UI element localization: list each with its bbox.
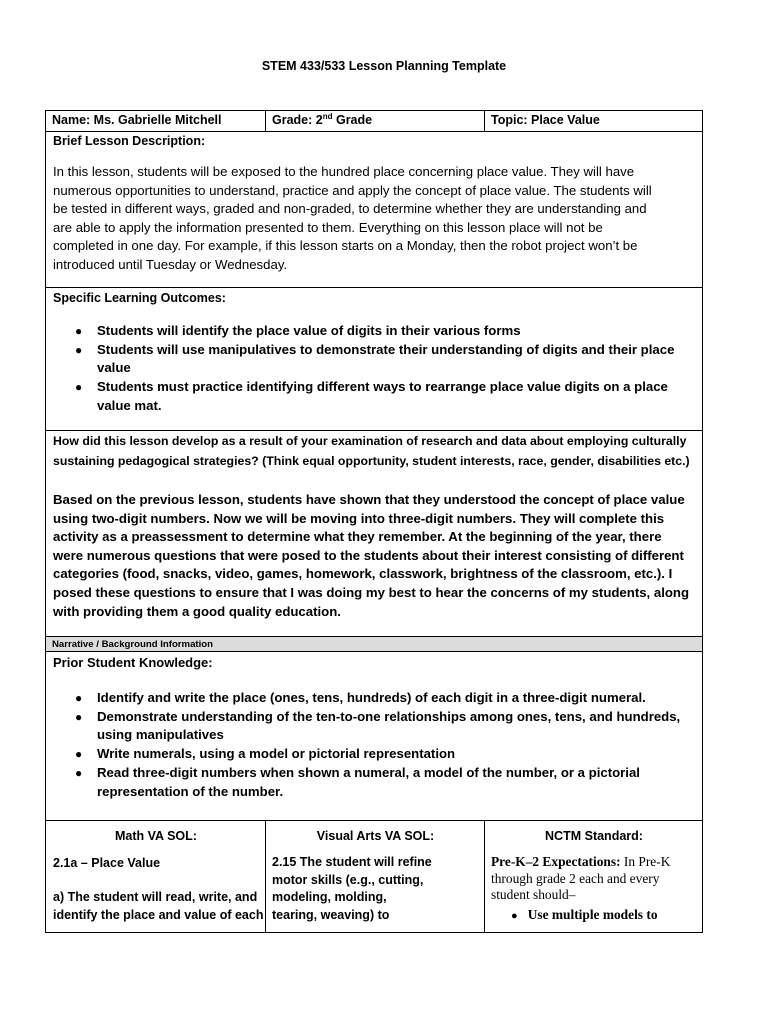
nctm-bullet: ● Use multiple models to [511,907,658,922]
lesson-topic: Topic: Place Value [491,113,600,127]
nctm-standard-column [485,821,703,934]
brief-description-label: Brief Lesson Description: [53,134,206,148]
research-answer: Based on the previous lesson, students have shown that they understood the concept of place value using two-digit numbers. Now we will be moving into three-digit numbers. They will complete this activity as a preassessment to determine what they remember. At the beginning of the year, there were numerous questions that were posed to the students about their interest consisting of different categories (food, snacks, video, games, homework, classwork, brightness of the classroom, etc.). I posed these questions to ensure that I was doing my best to hear the concerns of my students, along with providing them a good quality education. [53,492,690,619]
list-item: ● Write numerals, using a model or pictorial representation [75,745,695,764]
learning-outcomes-label: Specific Learning Outcomes: [53,291,226,305]
research-section [45,430,703,637]
list-item: ● Students will use manipulatives to demonstrate their understanding of digits and their place value [75,341,675,376]
bullet-icon: ● [75,380,83,395]
math-sol-text: a) The student will read, write, and identify the place and value of each [53,890,264,922]
grade-level: Grade: 2nd Grade [272,112,373,127]
standards-divider-2 [484,820,485,933]
bullet-icon: ● [75,691,83,705]
brief-description-text: In this lesson, students will be exposed to the hundred place concerning place value. They will have numerous opportunities to understand, practice and apply the concept of place value. The students will be tested in different ways, graded and non-graded, to determine whether they are understanding and are able to apply the information presented to them. Everything on this lesson place will not be completed in one day. For example, if this lesson starts on a Monday, then the robot project won’t be introduced until Tuesday or Wednesday. [53,164,652,272]
brief-description-section [45,131,703,288]
list-item: ● Students must practice identifying different ways to rearrange place value digits on a place value mat. [75,379,668,413]
bullet-icon: ● [511,910,518,922]
list-item: ● Demonstrate understanding of the ten-to-one relationships among ones, tens, and hundreds, using manipulatives [75,708,681,743]
bullet-icon: ● [75,324,83,338]
header-divider-2 [484,110,485,132]
nctm-standard-text: Pre-K–2 Expectations: In Pre-K through grade 2 each and every student should– [491,854,671,902]
standards-table [45,820,703,933]
math-sol-column [46,821,266,934]
bullet-icon: ● [75,747,83,762]
bullet-icon: ● [75,342,83,357]
header-divider-1 [265,110,266,132]
visual-arts-sol-column [266,821,485,934]
math-sol-heading: Math VA SOL: [115,829,197,843]
prior-knowledge-section [45,651,703,821]
learning-outcomes-section [45,287,703,431]
list-item: ● Identify and write the place (ones, tens, hundreds) of each digit in a three-digit numeral. [75,689,695,708]
list-item: ● Students will identify the place value of digits in their various forms [75,322,695,341]
math-sol-code: 2.1a – Place Value [53,856,161,870]
visual-arts-sol-heading: Visual Arts VA SOL: [316,829,435,843]
bullet-icon: ● [75,709,83,724]
prior-knowledge-label: Prior Student Knowledge: [53,655,213,670]
standards-divider-1 [265,820,266,933]
narrative-background-bar [45,636,703,652]
document-title: STEM 433/533 Lesson Planning Template [261,59,507,73]
research-question: How did this lesson develop as a result of your examination of research and data about employing culturally sustaining pedagogical strategies? (Think equal opportunity, student interests, race, gender, disabilities etc.) [53,434,690,468]
teacher-name: Name: Ms. Gabrielle Mitchell [52,113,222,127]
prior-knowledge-list [75,689,695,801]
visual-arts-sol-text: 2.15 The student will refine motor skills (e.g., cutting, modeling, molding, tearing, weaving) to [272,855,432,922]
narrative-background-label: Narrative / Background Information [52,639,213,650]
learning-outcomes-list [75,322,695,416]
bullet-icon: ● [75,765,83,780]
list-item: ● Read three-digit numbers when shown a numeral, a model of the number, or a pictorial representation of the number. [75,764,640,799]
nctm-standard-heading: NCTM Standard: [545,829,643,843]
